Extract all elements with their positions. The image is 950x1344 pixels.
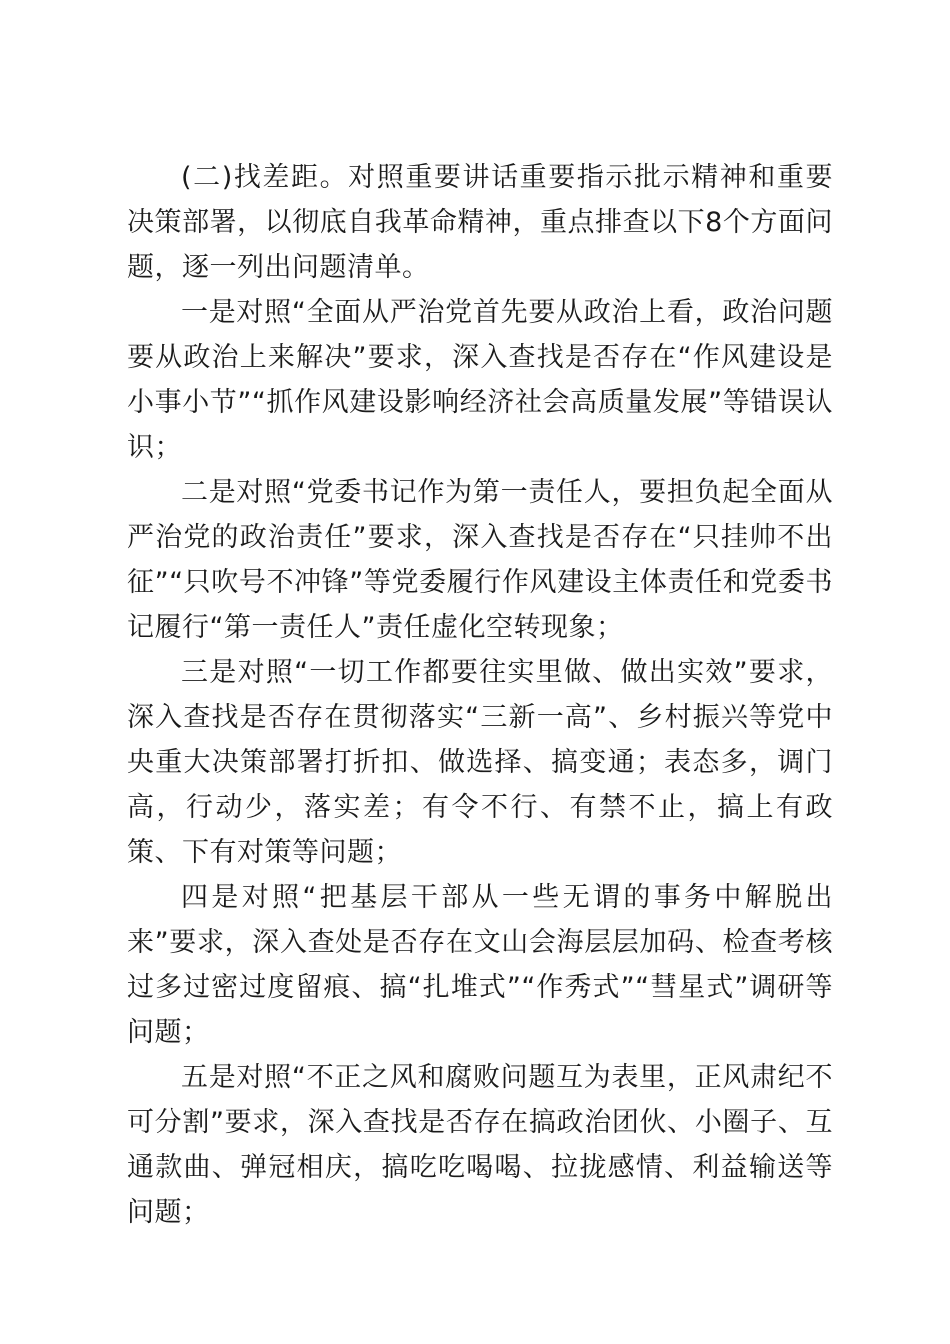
paragraph-item-three: 三是对照“一切工作都要往实里做、做出实效”要求，深入查找是否存在贯彻落实“三新一高”、乡村振兴等党中央重大决策部署打折扣、做选择、搞变通；表态多，调门高，行动少，落实差；有令不行、有禁不止，搞上有政策、下有对策等问题； xyxy=(127,657,833,868)
paragraph-item-two: 二是对照“党委书记作为第一责任人，要担负起全面从严治党的政治责任”要求，深入查找是否存在“只挂帅不出征”“只吹号不冲锋”等党委履行作风建设主体责任和党委书记履行“第一责任人”责任虚化空转现象； xyxy=(127,477,833,643)
paragraph-item-four: 四是对照“把基层干部从一些无谓的事务中解脱出来”要求，深入查处是否存在文山会海层层加码、检查考核过多过密过度留痕、搞“扎堆式”“作秀式”“彗星式”调研等问题； xyxy=(127,882,833,1048)
document-body xyxy=(127,155,833,1235)
paragraph-item-five: 五是对照“不正之风和腐败问题互为表里，正风肃纪不可分割”要求，深入查找是否存在搞政治团伙、小圈子、互通款曲、弹冠相庆，搞吃吃喝喝、拉拢感情、利益输送等问题； xyxy=(127,1062,833,1228)
paragraph-find-gaps: (二)找差距。对照重要讲话重要指示批示精神和重要决策部署，以彻底自我革命精神，重点排查以下8个方面问题，逐一列出问题清单。 xyxy=(127,162,833,283)
paragraph-item-one: 一是对照“全面从严治党首先要从政治上看，政治问题要从政治上来解决”要求，深入查找是否存在“作风建设是小事小节”“抓作风建设影响经济社会高质量发展”等错误认识； xyxy=(127,297,833,463)
